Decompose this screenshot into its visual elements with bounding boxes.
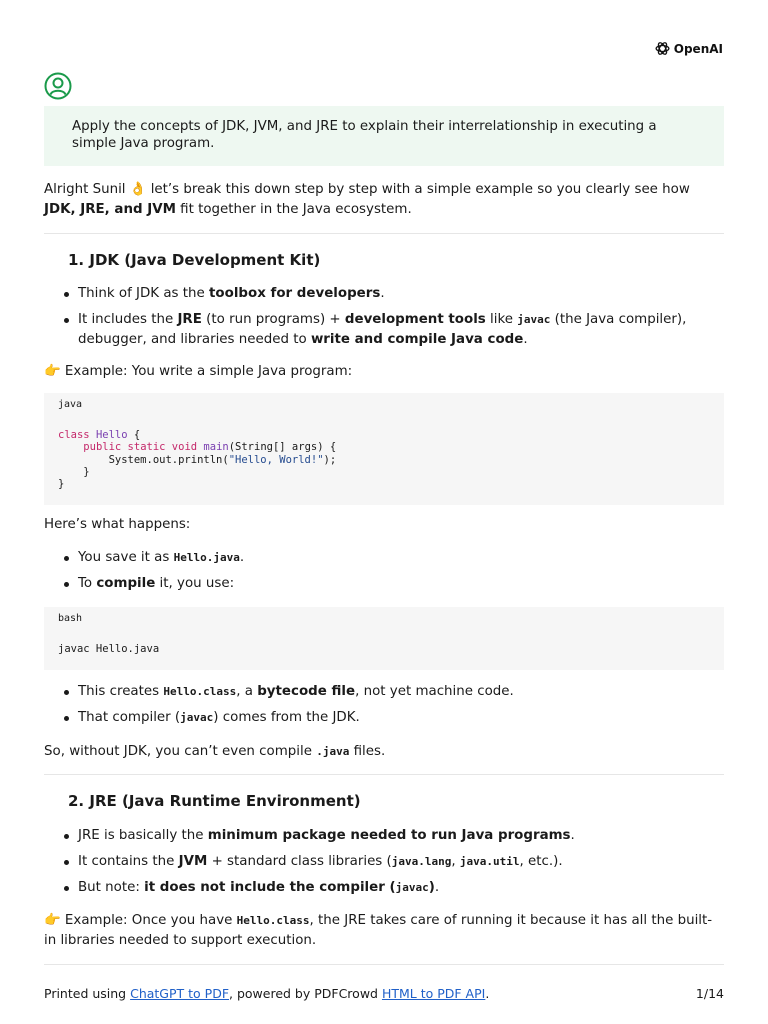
html-to-pdf-api-link[interactable]: HTML to PDF API (381, 986, 486, 1001)
jdk-bullets (44, 284, 724, 356)
list-item: You save it as Hello.java. (44, 548, 724, 568)
user-prompt (44, 106, 724, 166)
bash-code-block (44, 607, 724, 670)
list-item: JRE is basically the minimum package needed to run Java programs. (44, 826, 724, 846)
list-item: This creates Hello.class, a bytecode file, not yet machine code. (44, 682, 724, 702)
example-line: 👉 Example: You write a simple Java program: (44, 364, 353, 379)
save-compile-bullets (44, 548, 724, 600)
jdk-summary: So, without JDK, you can’t even compile .java files. (44, 744, 386, 759)
intro-bold: JDK, JRE, and JVM (44, 201, 176, 217)
code-language-label: bash (58, 613, 83, 624)
divider (44, 964, 724, 965)
list-item: It includes the JRE (to run programs) + development tools like javac (the Java compiler), debugger, and libraries needed to write and compile Java code. (44, 310, 724, 349)
list-item: Think of JDK as the toolbox for developers. (44, 284, 724, 304)
list-item: To compile it, you use: (44, 574, 724, 594)
jre-example: 👉 Example: Once you have Hello.class, the JRE takes care of running it because it has all the built-in libraries needed to support execution. (44, 913, 713, 948)
code-language-label: java (58, 399, 83, 410)
divider (44, 774, 724, 775)
page-number: 1/14 (695, 986, 724, 1001)
prompt-text: Apply the concepts of JDK, JVM, and JRE to explain their interrelationship in executing a simple Java program. (72, 119, 657, 151)
divider (44, 233, 724, 234)
user-avatar-icon (44, 72, 72, 100)
code-content: class Hello { public static void main(String[] args) { System.out.println("Hello, World!"); } } (58, 429, 337, 491)
java-code-block (44, 393, 724, 505)
chatgpt-to-pdf-link[interactable]: ChatGPT to PDF (130, 986, 230, 1001)
openai-logo (654, 40, 723, 57)
list-item: But note: it does not include the compiler (javac). (44, 878, 724, 898)
section-heading-jre: 2. JRE (Java Runtime Environment) (68, 792, 361, 810)
section-heading-jdk: 1. JDK (Java Development Kit) (68, 251, 321, 269)
footer: Printed using ChatGPT to PDF, powered by PDFCrowd HTML to PDF API. 1/14 (44, 986, 724, 1001)
jre-bullets (44, 826, 724, 904)
compile-result-bullets (44, 682, 724, 734)
happens-line: Here’s what happens: (44, 517, 191, 532)
intro-lead: Alright Sunil 👌 let’s break this down step by step with a simple example so you clearly see how (44, 182, 690, 197)
list-item: It contains the JVM + standard class libraries (java.lang, java.util, etc.). (44, 852, 724, 872)
intro-paragraph (44, 180, 724, 219)
intro-tail: fit together in the Java ecosystem. (175, 201, 412, 217)
list-item: That compiler (javac) comes from the JDK. (44, 708, 724, 728)
openai-knot-icon (654, 40, 671, 57)
code-content: javac Hello.java (58, 643, 160, 656)
brand-name: OpenAI (673, 41, 723, 56)
